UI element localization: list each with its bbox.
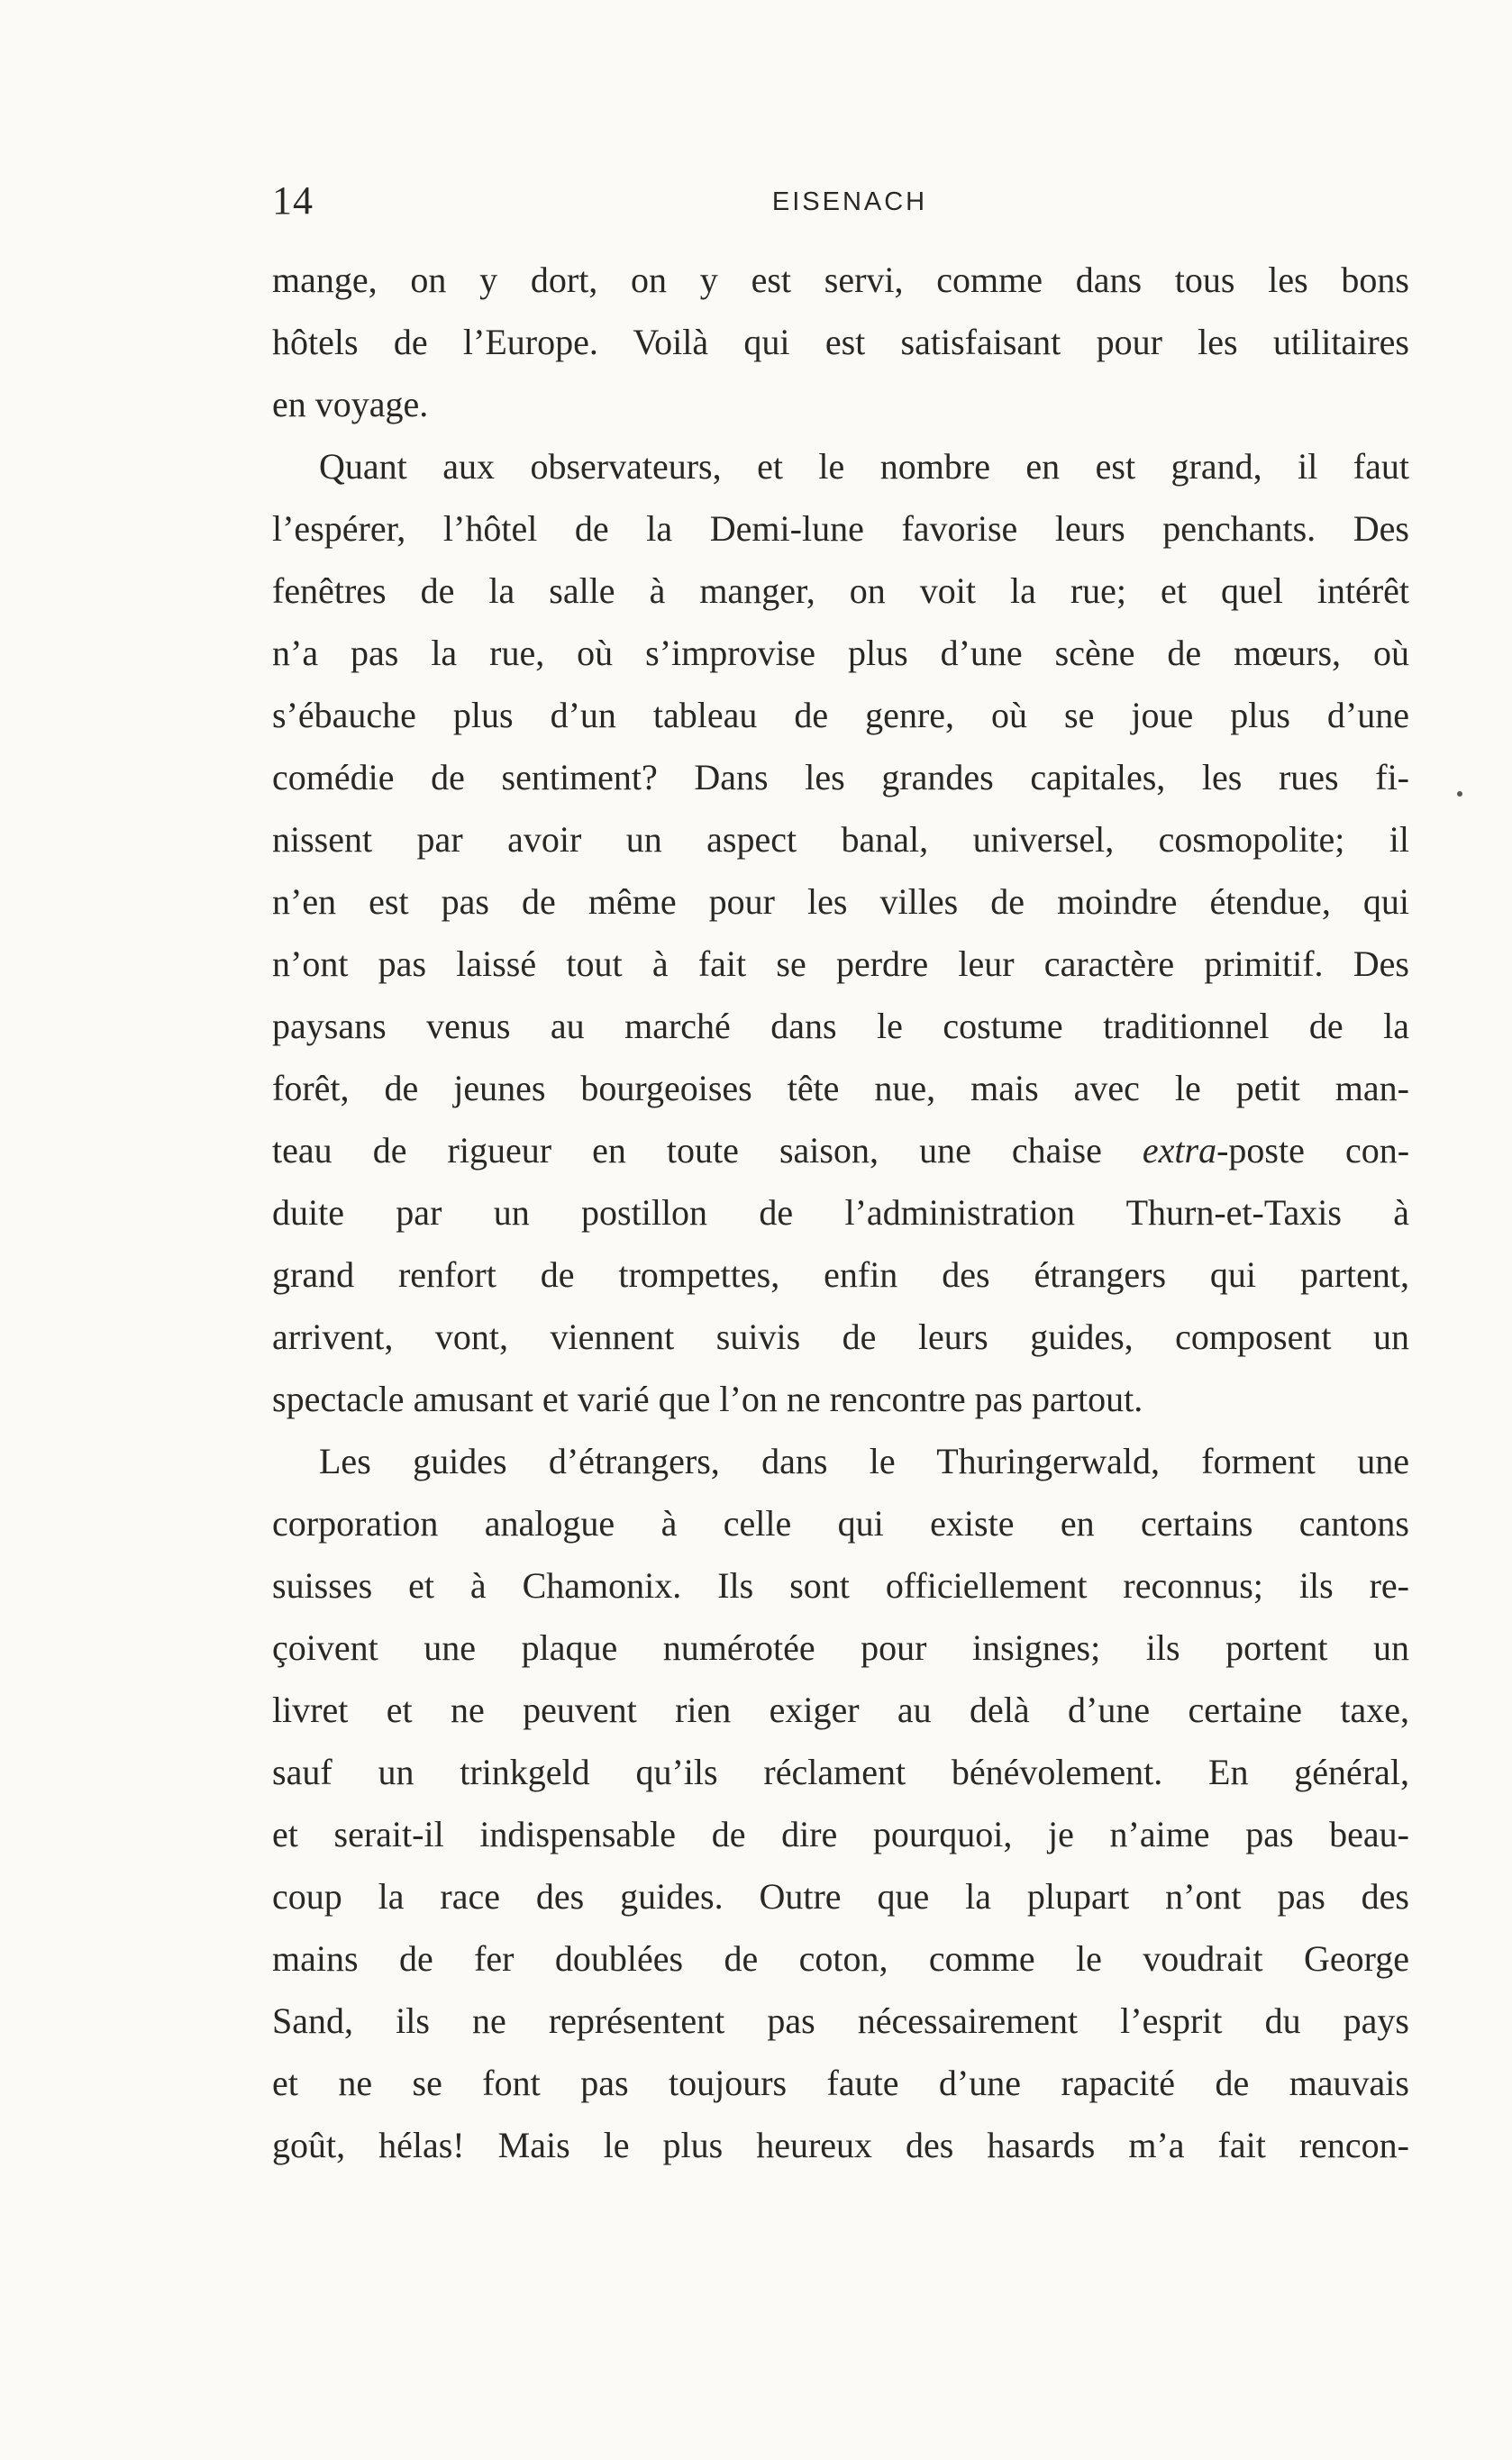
text-line: grand renfort de trompettes, enfin des étrangers qui partent, — [272, 1254, 1409, 1295]
text-line: mange, on y dort, on y est servi, comme dans tous les bons — [272, 260, 1409, 300]
text-line: mains de fer doublées de coton, comme le voudrait George — [272, 1938, 1409, 1979]
text-line: spectacle amusant et varié que l’on ne rencontre pas partout. — [272, 1379, 1143, 1419]
text-line: sauf un trinkgeld qu’ils réclament bénévolement. En général, — [272, 1752, 1409, 1792]
text-line: n’a pas la rue, où s’improvise plus d’une scène de mœurs, où — [272, 633, 1409, 673]
text-line: paysans venus au marché dans le costume traditionnel de la — [272, 1006, 1409, 1046]
text-fragment: -poste con- — [1216, 1130, 1410, 1171]
text-line: n’en est pas de même pour les villes de moindre étendue, qui — [272, 881, 1409, 922]
text-line: et serait-il indispensable de dire pourquoi, je n’aime pas beau- — [272, 1814, 1409, 1854]
text-line: en voyage. — [272, 384, 429, 424]
body-text — [272, 249, 1409, 2176]
text-line: coup la race des guides. Outre que la plupart n’ont pas des — [272, 1876, 1409, 1917]
text-line: duite par un postillon de l’administration Thurn-et-Taxis à — [272, 1192, 1409, 1233]
text-line: n’ont pas laissé tout à fait se perdre leur caractère primitif. Des — [272, 943, 1409, 984]
running-head — [272, 178, 1409, 223]
text-line: et ne se font pas toujours faute d’une rapacité de mauvais — [272, 2063, 1409, 2103]
text-line: Quant aux observateurs, et le nombre en est grand, il faut — [319, 446, 1409, 487]
text-line: comédie de sentiment? Dans les grandes capitales, les rues fi- — [272, 757, 1409, 797]
text-fragment: teau de rigueur en toute saison, une chaise — [272, 1130, 1143, 1171]
text-line: forêt, de jeunes bourgeoises tête nue, mais avec le petit man- — [272, 1068, 1409, 1108]
text-line: fenêtres de la salle à manger, on voit la rue; et quel intérêt — [272, 570, 1409, 611]
text-line: l’espérer, l’hôtel de la Demi-lune favorise leurs penchants. Des — [272, 508, 1409, 549]
text-line: arrivent, vont, viennent suivis de leurs guides, composent un — [272, 1317, 1409, 1357]
text-line-with-italic — [272, 1119, 1409, 1181]
page-number: 14 — [272, 178, 314, 223]
text-line: livret et ne peuvent rien exiger au delà d’une certaine taxe, — [272, 1690, 1409, 1730]
text-line: çoivent une plaque numérotée pour insignes; ils portent un — [272, 1627, 1409, 1668]
text-line: goût, hélas! Mais le plus heureux des hasards m’a fait rencon- — [272, 2125, 1409, 2165]
margin-mark — [1457, 791, 1462, 797]
text-line: hôtels de l’Europe. Voilà qui est satisfaisant pour les utilitaires — [272, 322, 1409, 362]
text-line: corporation analogue à celle qui existe en certains cantons — [272, 1503, 1409, 1544]
text-line: Les guides d’étrangers, dans le Thuringerwald, forment une — [319, 1441, 1409, 1481]
text-line: Sand, ils ne représentent pas nécessairement l’esprit du pays — [272, 2000, 1409, 2041]
running-title: EISENACH — [771, 187, 928, 216]
text-line: nissent par avoir un aspect banal, universel, cosmopolite; il — [272, 819, 1409, 860]
text-line: s’ébauche plus d’un tableau de genre, où se joue plus d’une — [272, 695, 1409, 735]
italic-word: extra — [1142, 1130, 1217, 1171]
text-line: suisses et à Chamonix. Ils sont officiellement reconnus; ils re- — [272, 1565, 1409, 1606]
